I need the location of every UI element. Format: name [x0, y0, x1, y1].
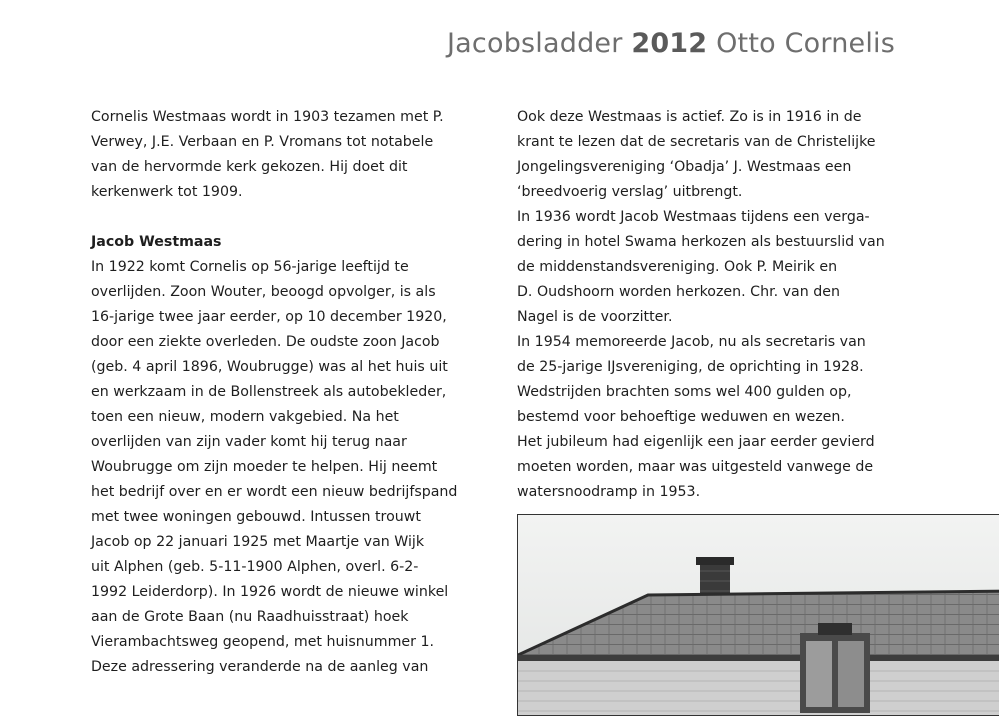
- intro-line: kerkenwerk tot 1909.: [91, 184, 243, 200]
- body-line: (geb. 4 april 1896, Woubrugge) was al het huis uit: [91, 359, 448, 375]
- body-line: Ook deze Westmaas is actief. Zo is in 1916 in de: [517, 109, 862, 125]
- body-line: watersnoodramp in 1953.: [517, 484, 701, 500]
- body-line: 16-jarige twee jaar eerder, op 10 december 1920,: [91, 309, 447, 325]
- body-line: de middenstandsvereniging. Ook P. Meirik en: [517, 259, 838, 275]
- page-header: [447, 28, 895, 59]
- right-column: [517, 105, 899, 505]
- body-line: 1992 Leiderdorp). In 1926 wordt de nieuwe winkel: [91, 584, 449, 600]
- intro-line: Verwey, J.E. Verbaan en P. Vromans tot notabele: [91, 134, 434, 150]
- section-heading: Jacob Westmaas: [91, 234, 222, 250]
- header-title: Jacobsladder: [447, 28, 623, 59]
- body-line: uit Alphen (geb. 5-11-1900 Alphen, overl. 6-2-: [91, 559, 419, 575]
- body-line: Woubrugge om zijn moeder te helpen. Hij neemt: [91, 459, 438, 475]
- body-line: het bedrijf over en er wordt een nieuw bedrijfspand: [91, 484, 458, 500]
- body-line: bestemd voor behoeftige weduwen en wezen.: [517, 409, 845, 425]
- body-line: In 1936 wordt Jacob Westmaas tijdens een verga-: [517, 209, 870, 225]
- body-line: Jongelingsvereniging ‘Obadja’ J. Westmaas een: [517, 159, 852, 175]
- body-line: aan de Grote Baan (nu Raadhuisstraat) hoek: [91, 609, 409, 625]
- house-photo: [517, 514, 999, 716]
- body-line: dering in hotel Swama herkozen als bestuurslid van: [517, 234, 885, 250]
- body-line: D. Oudshoorn worden herkozen. Chr. van den: [517, 284, 840, 300]
- body-line: Deze adressering veranderde na de aanleg van: [91, 659, 429, 675]
- body-line: overlijden van zijn vader komt hij terug naar: [91, 434, 407, 450]
- body-line: moeten worden, maar was uitgesteld vanwege de: [517, 459, 874, 475]
- body-line: ‘breedvoerig verslag’ uitbrengt.: [517, 184, 743, 200]
- body-line: In 1922 komt Cornelis op 56-jarige leeftijd te: [91, 259, 409, 275]
- body-line: de 25-jarige IJsvereniging, de oprichting in 1928.: [517, 359, 864, 375]
- brick-wall: [518, 661, 999, 715]
- body-line: met twee woningen gebouwd. Intussen trouwt: [91, 509, 421, 525]
- body-line: Wedstrijden brachten soms wel 400 gulden op,: [517, 384, 852, 400]
- body-line: overlijden. Zoon Wouter, beoogd opvolger, is als: [91, 284, 436, 300]
- body-line: toen een nieuw, modern vakgebied. Na het: [91, 409, 399, 425]
- house-roof-illustration: [518, 515, 999, 715]
- body-line: Jacob op 22 januari 1925 met Maartje van Wijk: [91, 534, 425, 550]
- body-line: Nagel is de voorzitter.: [517, 309, 673, 325]
- paragraph-spacer: [91, 205, 476, 230]
- body-line: Vierambachtsweg geopend, met huisnummer 1.: [91, 634, 435, 650]
- intro-line: van de hervormde kerk gekozen. Hij doet dit: [91, 159, 408, 175]
- left-column: [91, 105, 476, 680]
- body-line: In 1954 memoreerde Jacob, nu als secretaris van: [517, 334, 866, 350]
- body-line: krant te lezen dat de secretaris van de Christelijke: [517, 134, 876, 150]
- body-line: door een ziekte overleden. De oudste zoon Jacob: [91, 334, 440, 350]
- body-line: Het jubileum had eigenlijk een jaar eerder gevierd: [517, 434, 875, 450]
- header-year: 2012: [631, 28, 708, 59]
- body-line: en werkzaam in de Bollenstreek als autobekleder,: [91, 384, 447, 400]
- intro-line: Cornelis Westmaas wordt in 1903 tezamen met P.: [91, 109, 444, 125]
- header-author: Otto Cornelis: [716, 28, 895, 59]
